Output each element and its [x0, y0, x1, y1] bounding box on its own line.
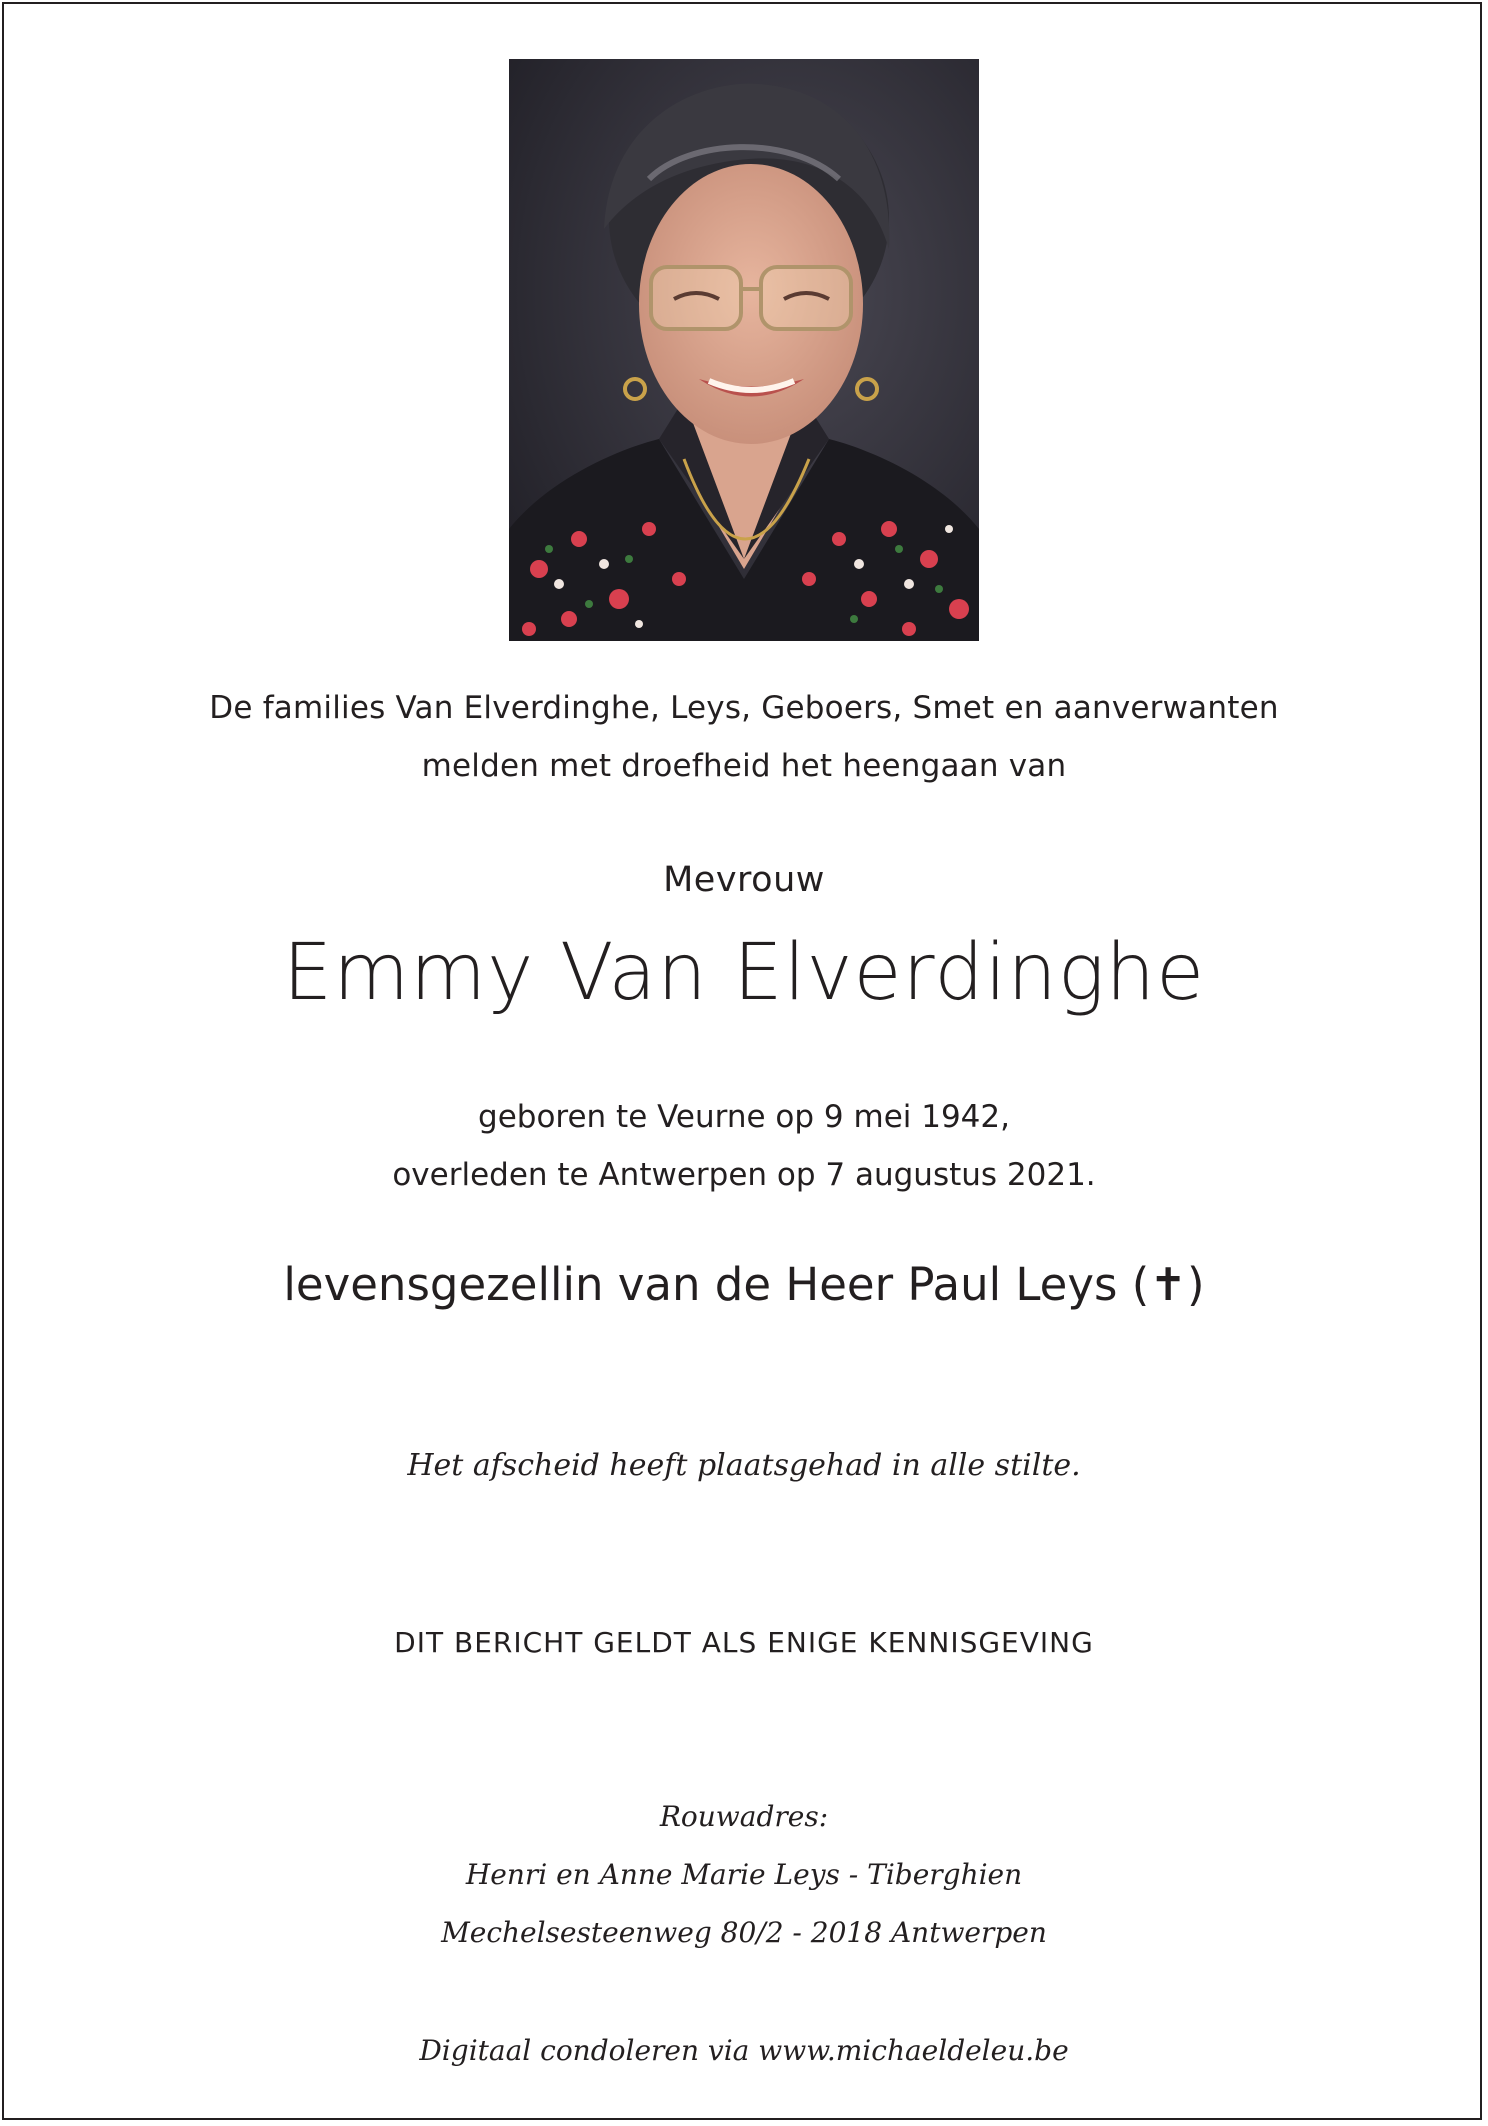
intro-line-announcement: melden met droefheid het heengaan van: [421, 748, 1067, 784]
deceased-name: Emmy Van Elverdinghe: [282, 928, 1206, 1018]
mourning-address-label: Rouwadres:: [659, 1800, 829, 1833]
mourning-address-street: Mechelsesteenweg 80/2 - 2018 Antwerpen: [441, 1916, 1047, 1949]
portrait-photo: [509, 59, 979, 641]
farewell-statement: Het afscheid heeft plaatsgehad in alle stilte.: [407, 1448, 1081, 1483]
official-notice: DIT BERICHT GELDT ALS ENIGE KENNISGEVING: [394, 1626, 1094, 1659]
birth-line: geboren te Veurne op 9 mei 1942,: [478, 1099, 1010, 1135]
mourning-address-names: Henri en Anne Marie Leys - Tiberghien: [465, 1858, 1023, 1891]
partner-line: levensgezellin van de Heer Paul Leys (✝): [283, 1258, 1205, 1311]
portrait-illustration: [509, 59, 979, 641]
intro-line-families: De families Van Elverdinghe, Leys, Geboers, Smet en aanverwanten: [209, 690, 1279, 726]
death-line: overleden te Antwerpen op 7 augustus 2021.: [392, 1157, 1096, 1193]
digital-condolence: Digitaal condoleren via www.michaeldeleu.be: [419, 2034, 1069, 2067]
honorific-title: Mevrouw: [663, 860, 825, 900]
